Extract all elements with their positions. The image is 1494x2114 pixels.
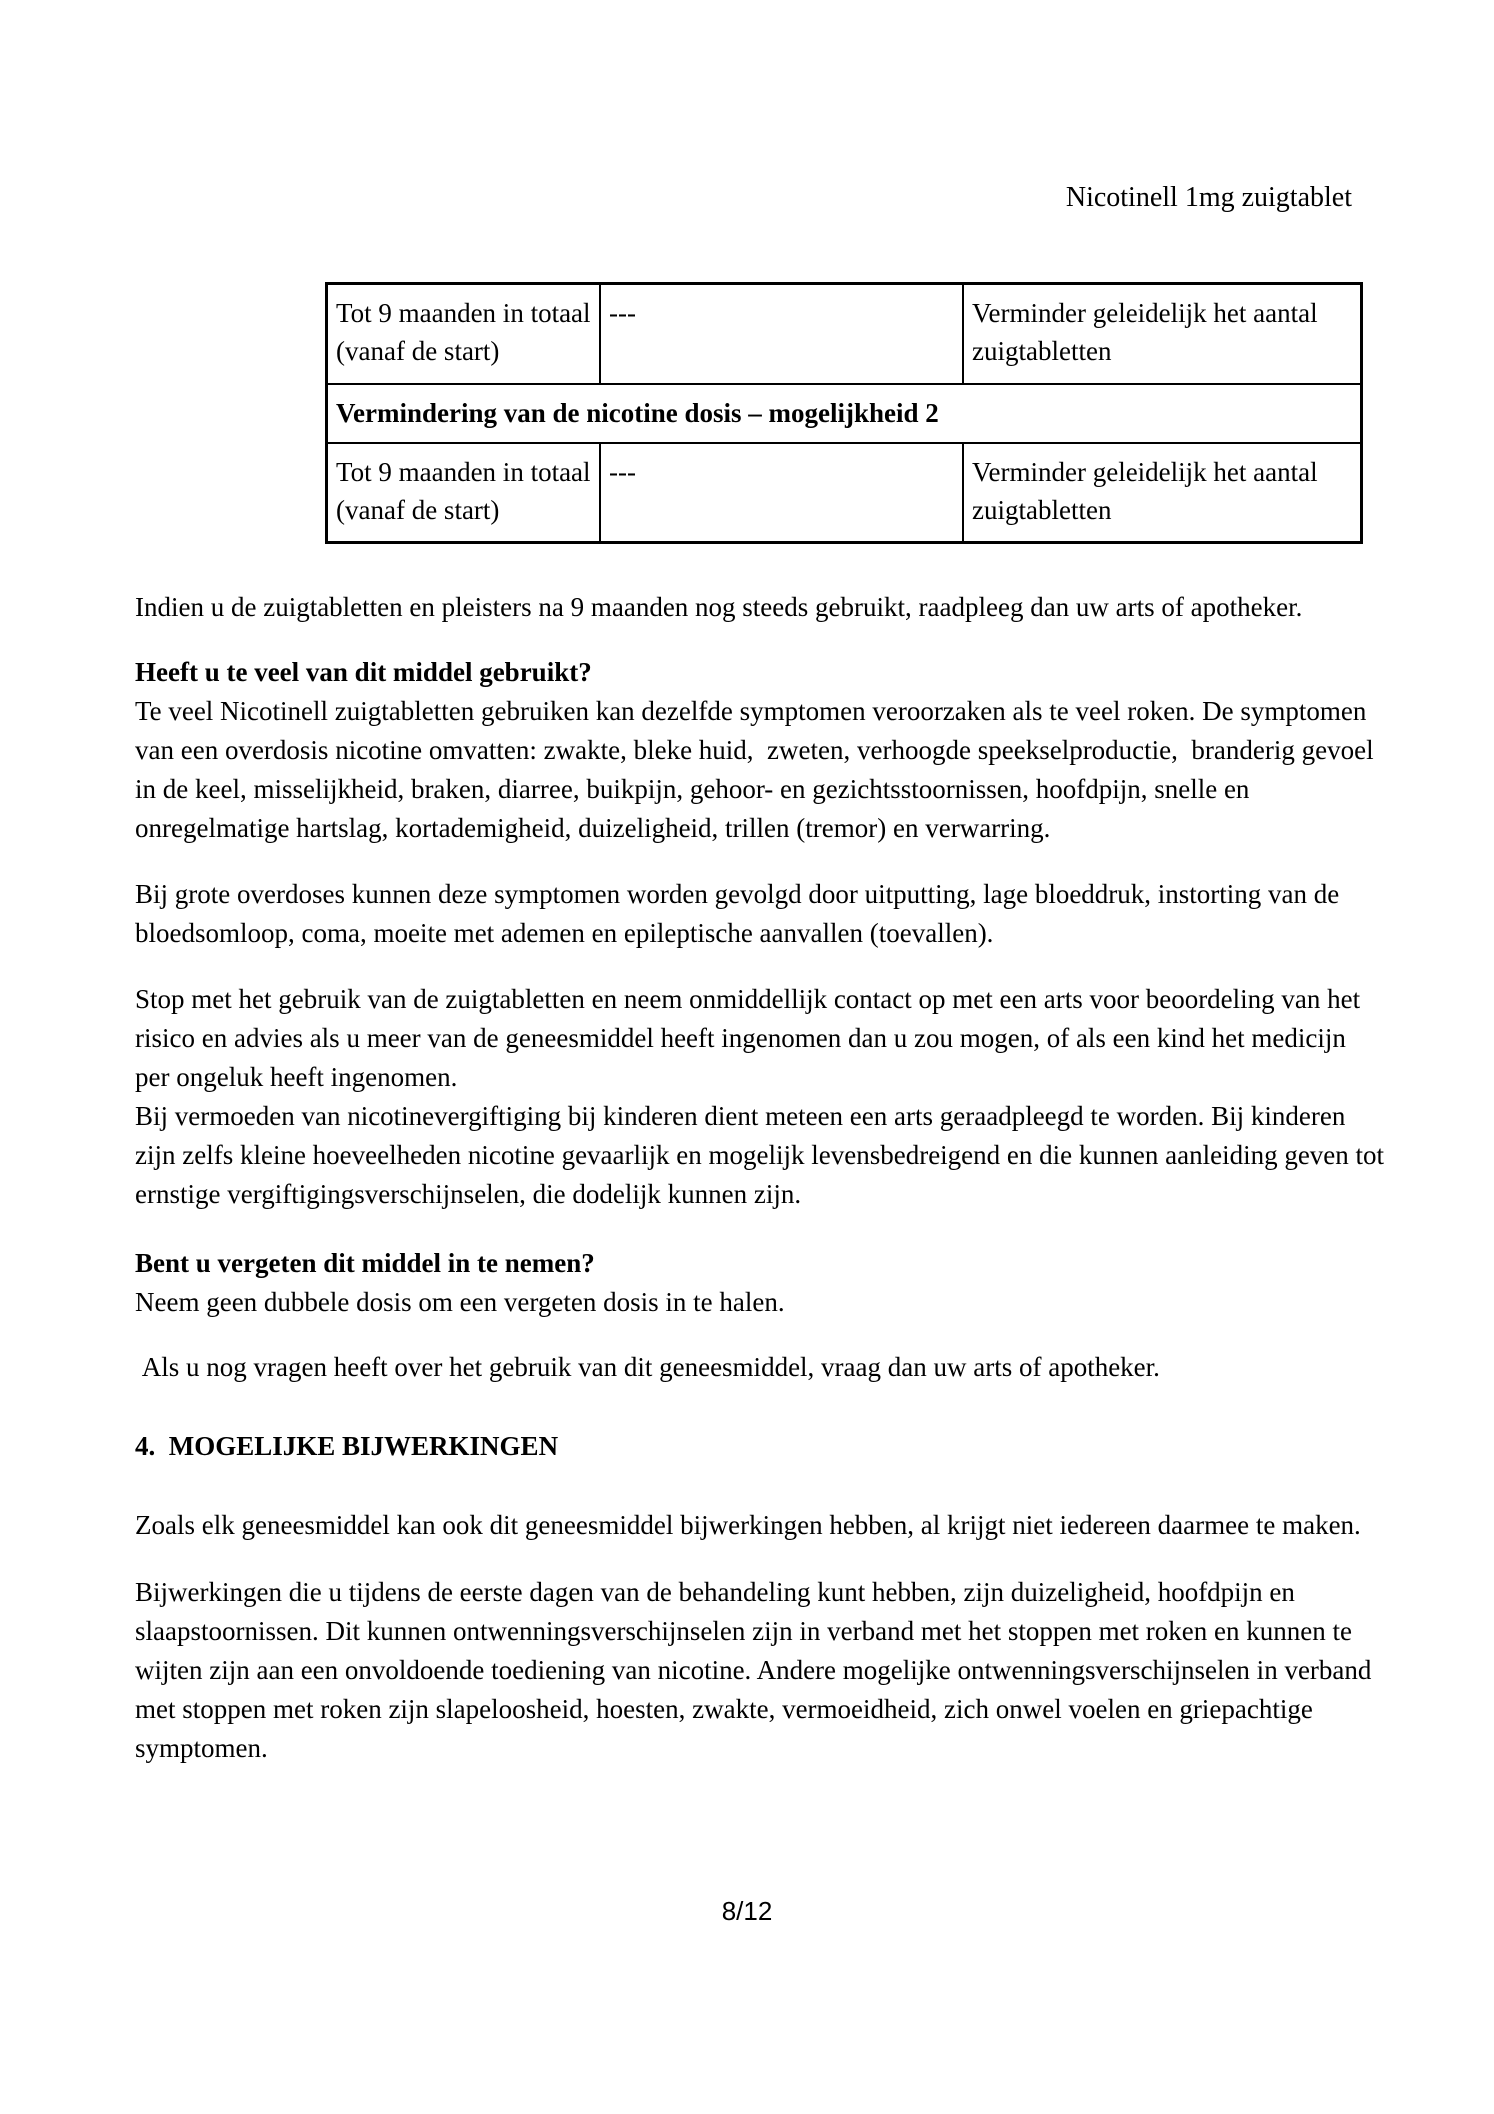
heading-overdose: Heeft u te veel van dit middel gebruikt? — [135, 657, 592, 687]
table-cell-instruction: Verminder geleidelijk het aantal zuigtabletten — [963, 284, 1362, 384]
paragraph-stop-use: Stop met het gebruik van de zuigtabletten en neem onmiddellijk contact op met een arts voor beoordeling van het risico en advies als u meer van de geneesmiddel heeft ingenomen dan u zou mogen, of als een kind het medicijn per ongeluk heeft ingenomen. — [135, 984, 1367, 1092]
paragraph-questions: Als u nog vragen heeft over het gebruik van dit geneesmiddel, vraag dan uw arts of apotheker. — [135, 1352, 1160, 1382]
table-cell-instruction: Verminder geleidelijk het aantal zuigtabletten — [963, 443, 1362, 543]
table-section-header: Vermindering van de nicotine dosis – mogelijkheid 2 — [327, 384, 1362, 443]
dose-reduction-table — [325, 282, 1363, 544]
document-body — [135, 588, 1391, 1768]
paragraph-side-effects-withdrawal: Bijwerkingen die u tijdens de eerste dagen van de behandeling kunt hebben, zijn duizeligheid, hoofdpijn en slaapstoornissen. Dit kunnen ontwenningsverschijnselen zijn in verband met het stoppen met roken en kunnen te wijten zijn aan een onvoldoende toediening van nicotine. Andere mogelijke ontwenningsverschijnselen in verband met stoppen met roken zijn slapeloosheid, hoesten, zwakte, vermoeidheid, zich onwel voelen en griepachtige symptomen. — [135, 1577, 1379, 1763]
heading-section-4-side-effects: 4. MOGELIJKE BIJWERKINGEN — [135, 1431, 559, 1461]
table-row — [327, 284, 1362, 384]
table-cell-dash: --- — [600, 443, 963, 543]
page-header-title: Nicotinell 1mg zuigtablet — [1065, 182, 1352, 213]
paragraph-no-double-dose: Neem geen dubbele dosis om een vergeten dosis in te halen. — [135, 1287, 785, 1317]
table-cell-period: Tot 9 maanden in totaal (vanaf de start) — [327, 284, 601, 384]
heading-forgotten-dose: Bent u vergeten dit middel in te nemen? — [135, 1248, 595, 1278]
table-cell-dash: --- — [600, 284, 963, 384]
page-number: 8/12 — [721, 1896, 773, 1926]
paragraph-children-poisoning: Bij vermoeden van nicotinevergiftiging bij kinderen dient meteen een arts geraadpleegd te worden. Bij kinderen zijn zelfs kleine hoeveelheden nicotine gevaarlijk en mogelijk levensbedreigend en die kunnen aanleiding geven tot ernstige vergiftigingsverschijnselen, die dodelijk kunnen zijn. — [135, 1101, 1391, 1209]
table-section-header-row — [327, 384, 1362, 443]
table-row — [327, 443, 1362, 543]
paragraph-overdose-symptoms: Te veel Nicotinell zuigtabletten gebruiken kan dezelfde symptomen veroorzaken als te veel roken. De symptomen van een overdosis nicotine omvatten: zwakte, bleke huid, zweten, verhoogde speekselproductie, branderig gevoel in de keel, misselijkheid, braken, diarree, buikpijn, gehoor- en gezichtsstoornissen, hoofdpijn, snelle en onregelmatige hartslag, kortademigheid, duizeligheid, trillen (tremor) en verwarring. — [135, 696, 1381, 843]
table-cell-period: Tot 9 maanden in totaal (vanaf de start) — [327, 443, 601, 543]
paragraph-side-effects-intro: Zoals elk geneesmiddel kan ook dit geneesmiddel bijwerkingen hebben, al krijgt niet iedereen daarmee te maken. — [135, 1510, 1361, 1540]
paragraph-consult-pharmacist: Indien u de zuigtabletten en pleisters na 9 maanden nog steeds gebruikt, raadpleeg dan uw arts of apotheker. — [135, 592, 1303, 622]
paragraph-large-overdose: Bij grote overdoses kunnen deze symptomen worden gevolgd door uitputting, lage bloeddruk, instorting van de bloedsomloop, coma, moeite met ademen en epileptische aanvallen (toevallen). — [135, 879, 1347, 948]
